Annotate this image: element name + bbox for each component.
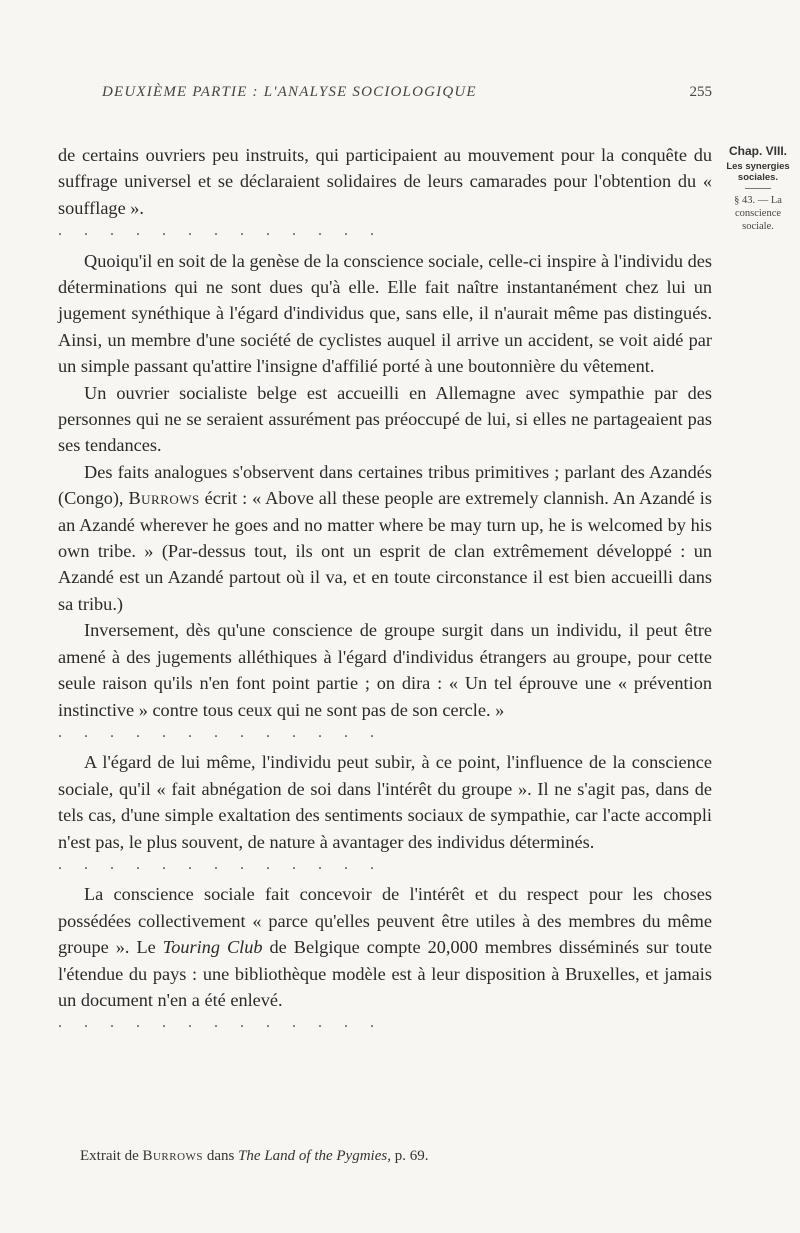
ellipsis-row-1: . . . . . . . . . . . . . [58,222,383,240]
author-name: Burrows [128,488,200,509]
paragraph-1: de certains ouvriers peu instruits, qui participaient au mouvement pour la conquête du suffrage universel et se déclaraient solidaires de leurs camarades pour l'obtention du « soufflage ». [58,145,712,218]
paragraph-7 [58,881,712,1013]
page-number: 255 [689,84,712,100]
margin-divider [745,188,771,189]
footnote-work: The Land of the Pygmies, [238,1148,391,1164]
margin-chapter: Chap. VIII. [728,144,787,158]
paragraph-2: Quoiqu'il en soit de la genèse de la conscience sociale, celle-ci inspire à l'individu des déterminations qui ne sont dues qu'à elle. Elle fait naître instantanément chez lui un jugement synéthique à l'égard d'individus que, sans elle, il n'aurait même pas distingués. Ainsi, un membre d'une société de cyclistes auquel il arrive un accident, se voit aidé par un simple passant qu'attire l'insigne d'affilié porté à une boutonnière du vêtement. [58,250,712,377]
margin-notes [722,144,794,233]
paragraph-7-end: de Belgique compte 20,000 membres disséminés sur toute l'étendue du pays : une bibliothèque modèle est à leur disposition à Bruxelles, et jamais un document n'en a été enlevé. [58,937,712,1010]
running-head-title: DEUXIÈME PARTIE : L'ANALYSE SOCIOLOGIQUE [102,84,477,100]
paragraph-7-start: La conscience sociale fait concevoir de l'intérêt et du respect pour les choses possédées collectivement « parce qu'elles peuvent être utiles à des membres du même groupe ». Le [58,884,712,958]
footnote-prefix: Extrait de [80,1148,143,1164]
paragraph-4 [58,459,712,617]
paragraph-6: A l'égard de lui même, l'individu peut subir, à ce point, l'influence de la conscience sociale, qu'il « fait abnégation de soi dans l'intérêt du groupe ». Il ne s'agit pas, dans de tels cas, d'une simple exaltation des sentiments sociaux de sympathie, car l'acte accompli n'est pas, le plus souvent, de nature à avantager des individus déterminés. [58,752,712,852]
footnote-suffix: p. 69. [390,1148,429,1164]
club-name: Touring Club [162,937,263,958]
footnote-author: Burrows [142,1148,204,1164]
margin-topic: Les synergies sociales. [726,161,790,183]
ellipsis-row-2: . . . . . . . . . . . . . [58,723,383,741]
footnote-mid: dans [203,1148,239,1164]
margin-section: § 43. — La conscience sociale. [734,195,782,232]
paragraph-4-end: écrit : « Above all these people are extremely clannish. An Azandé is an Azandé wherever he goes and no matter where be may turn up, he is welcomed by his own tribe. » (Par-dessus tout, ils ont un esprit de clan extrêmement développé : un Azandé est un Azandé partout où il va, et en toute circonstance il est bien accueilli dans sa tribu.) [58,488,712,614]
paragraph-3: Un ouvrier socialiste belge est accueilli en Allemagne avec sympathie par des personnes qui ne se seraient assurément pas préoccupé de lui, si elles ne partageaient pas ses tendances. [58,382,712,456]
paragraph-5: Inversement, dès qu'une conscience de groupe surgit dans un individu, il peut être amené à des jugements alléthiques à l'égard d'individus étrangers au groupe, pour cette seule raison qu'ils n'en font point partie ; on dira : « Un tel éprouve une « prévention instinctive » contre tous ceux qui ne sont pas de son cercle. » [58,620,712,720]
body-text [58,142,712,1040]
ellipsis-row-3: . . . . . . . . . . . . . [58,855,383,873]
ellipsis-row-4: . . . . . . . . . . . . . [58,1014,383,1032]
footnote [80,1148,700,1165]
paragraph-4-start: Des faits analogues s'observent dans certaines tribus primitives ; parlant des Azandés (Congo), [58,461,712,509]
